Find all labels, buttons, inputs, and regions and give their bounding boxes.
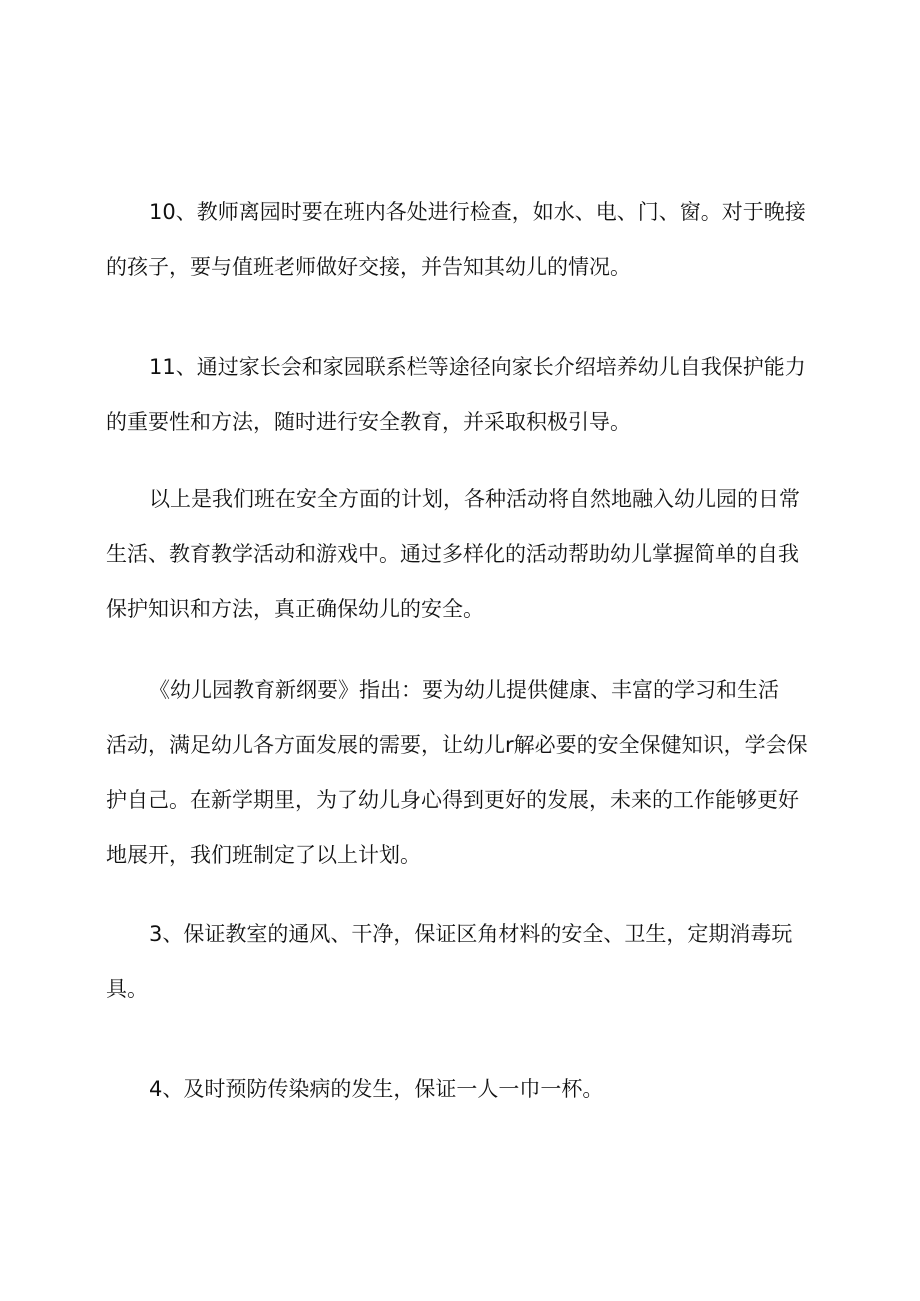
text-line: 《幼儿园教育新纲要》指出：要为幼儿提供健康、丰富的学习和生活 xyxy=(149,678,779,702)
text-line: 11、通过家长会和家园联系栏等途径向家长介绍培养幼儿自我保护能力 xyxy=(149,355,806,379)
text-line: 的孩子，要与值班老师做好交接，并告知其幼儿的情况。 xyxy=(106,255,631,279)
text-line: 以上是我们班在安全方面的计划，各种活动将自然地融入幼儿园的日常 xyxy=(149,487,800,511)
paragraph-parent-communication xyxy=(106,340,806,450)
text-line: 地展开，我们班制定了以上计划。 xyxy=(106,843,421,867)
text-line: 保护知识和方法，真正确保幼儿的安全。 xyxy=(106,597,484,621)
text-line: 活动，满足幼儿各方面发展的需要，让幼儿r解必要的安全保健知识，学会保 xyxy=(106,733,808,757)
paragraph-teacher-leave-check xyxy=(106,185,806,295)
text-line: 的重要性和方法，随时进行安全教育，并采取积极引导。 xyxy=(106,410,631,434)
text-line: 生活、教育教学活动和游戏中。通过多样化的活动帮助幼儿掌握简单的自我 xyxy=(106,542,799,566)
text-line: 3、保证教室的通风、干净，保证区角材料的安全、卫生，定期消毒玩 xyxy=(149,922,793,946)
paragraph-kindergarten-guidelines xyxy=(106,663,808,883)
paragraph-classroom-ventilation xyxy=(106,907,792,1017)
text-line: 10、教师离园时要在班内各处进行检查，如水、电、门、窗。对于晚接 xyxy=(149,200,806,224)
paragraph-safety-plan-summary xyxy=(106,472,800,637)
paragraph-disease-prevention xyxy=(106,1062,603,1117)
text-line: 护自己。在新学期里，为了幼儿身心得到更好的发展，未来的工作能够更好 xyxy=(106,788,799,812)
text-line: 4、及时预防传染病的发生，保证一人一巾一杯。 xyxy=(149,1077,604,1101)
text-line: 具。 xyxy=(106,977,148,1001)
